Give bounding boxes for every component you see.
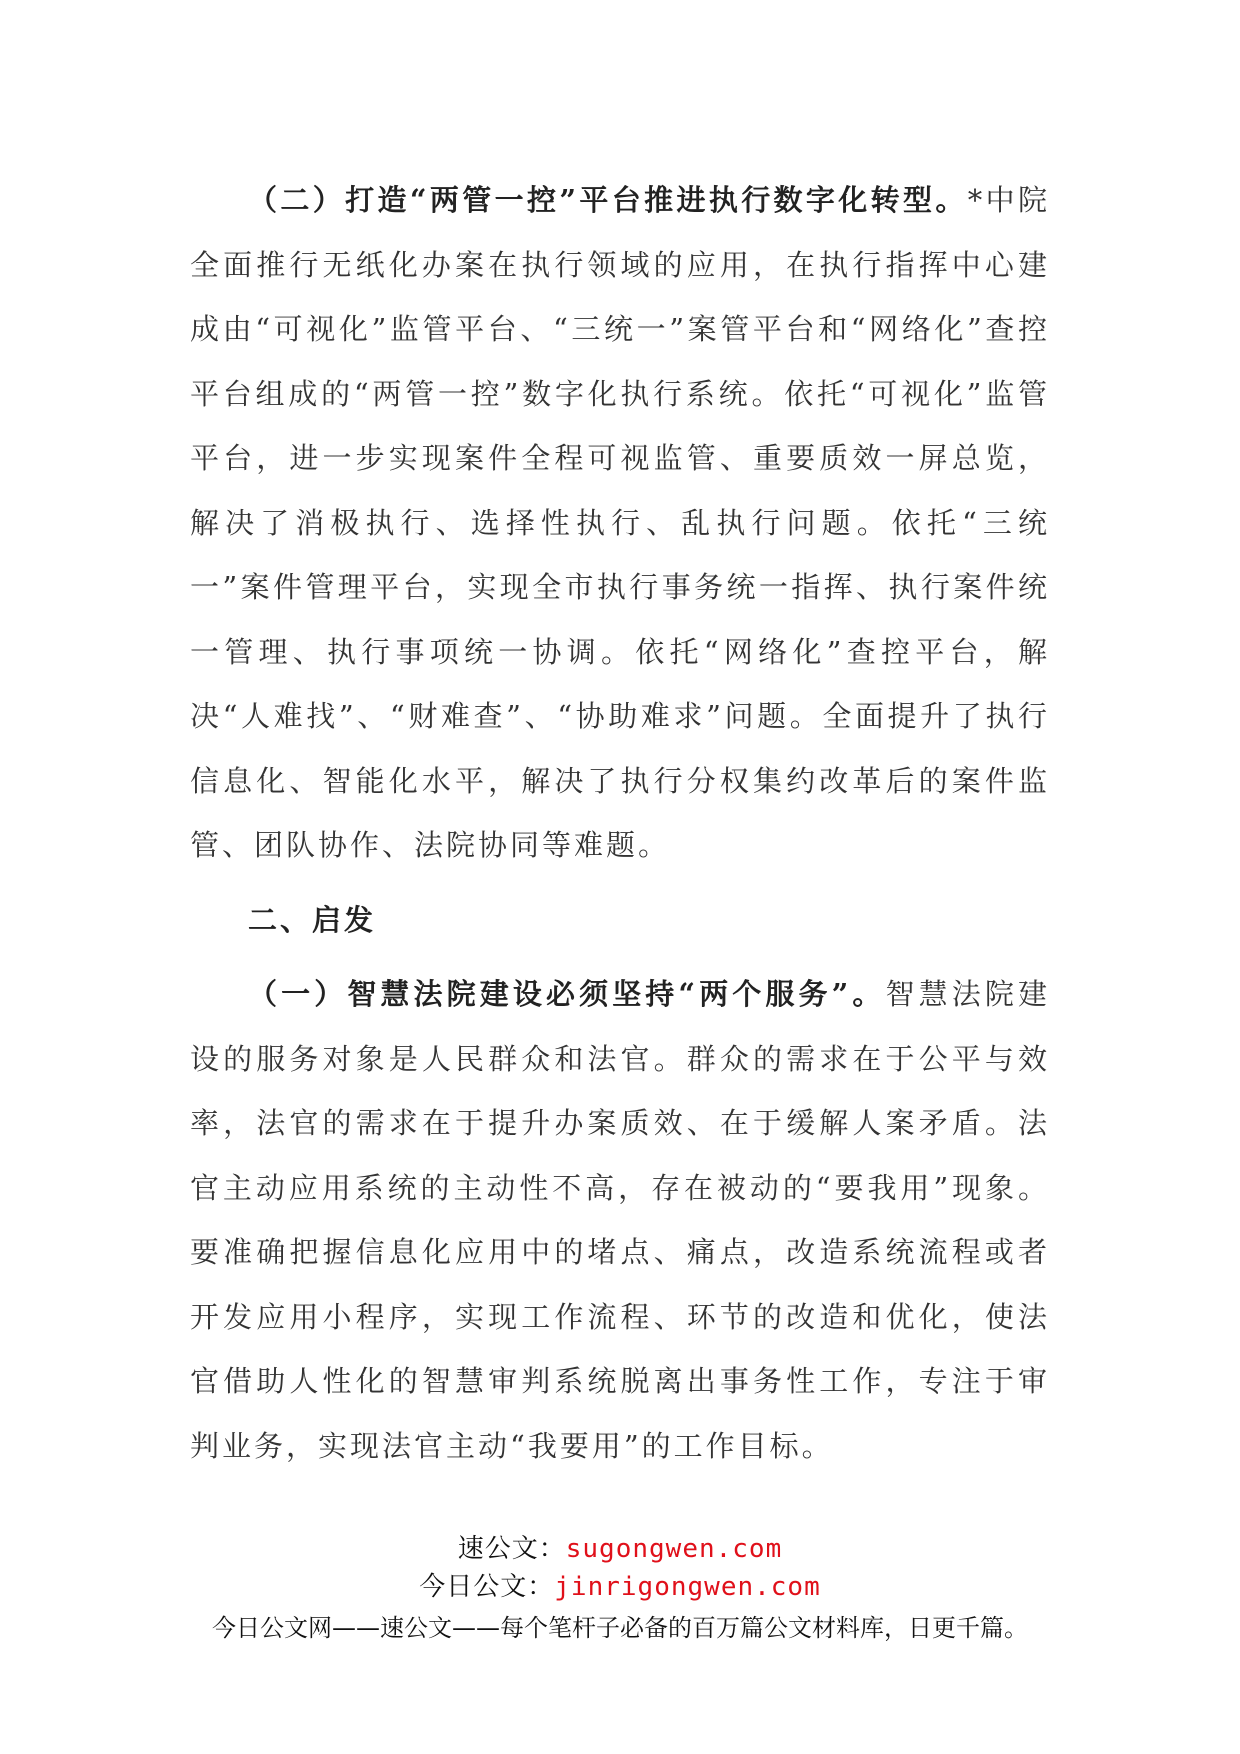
- section-heading: 二、启发: [248, 902, 377, 937]
- paragraph-heading: （一）智慧法院建设必须坚持“两个服务”。: [248, 977, 886, 1011]
- jinrigongwen-link[interactable]: jinrigongwen.com: [554, 1572, 821, 1602]
- paragraph-text: *中院全面推行无纸化办案在执行领域的应用，在执行指挥中心建成由“可视化”监管平台、“三统一”案管平台和“网络化”查控平台组成的“两管一控”数字化执行系统。依托“可视化”监管平台，进一步实现案件全程可视监管、重要质效一屏总览，解决了消极执行、选择性执行、乱执行问题。依托“三统一”案件管理平台，实现全市执行事务统一指挥、执行案件统一管理、执行事项统一协调。依托“网络化”查控平台，解决“人难找”、“财难查”、“协助难求”问题。全面提升了执行信息化、智能化水平，解决了执行分权集约改革后的案件监管、团队协作、法院协同等难题。: [190, 183, 1050, 862]
- document-body: [190, 168, 1050, 1478]
- paragraph-text: 智慧法院建设的服务对象是人民群众和法官。群众的需求在于公平与效率，法官的需求在于提升办案质效、在于缓解人案矛盾。法官主动应用系统的主动性不高，存在被动的“要我用”现象。要准确把握信息化应用中的堵点、痛点，改造系统流程或者开发应用小程序，实现工作流程、环节的改造和优化，使法官借助人性化的智慧审判系统脱离出事务性工作，专注于审判业务，实现法官主动“我要用”的工作目标。: [190, 977, 1050, 1463]
- footer-line-jinrigongwen: [0, 1568, 1240, 1606]
- paragraph-services: [190, 962, 1050, 1478]
- footer-line-sugongwen: [0, 1530, 1240, 1568]
- watermark-footer: [0, 1530, 1240, 1648]
- sugongwen-link[interactable]: sugongwen.com: [565, 1534, 783, 1564]
- footer-label: 速公文：: [457, 1534, 566, 1564]
- paragraph-platform: [190, 168, 1050, 878]
- footer-label: 今日公文：: [419, 1572, 555, 1602]
- paragraph-heading: （二）打造“两管一控”平台推进执行数字化转型。: [248, 183, 968, 217]
- footer-slogan: 今日公文网——速公文——每个笔杆子必备的百万篇公文材料库，日更千篇。: [212, 1614, 1028, 1642]
